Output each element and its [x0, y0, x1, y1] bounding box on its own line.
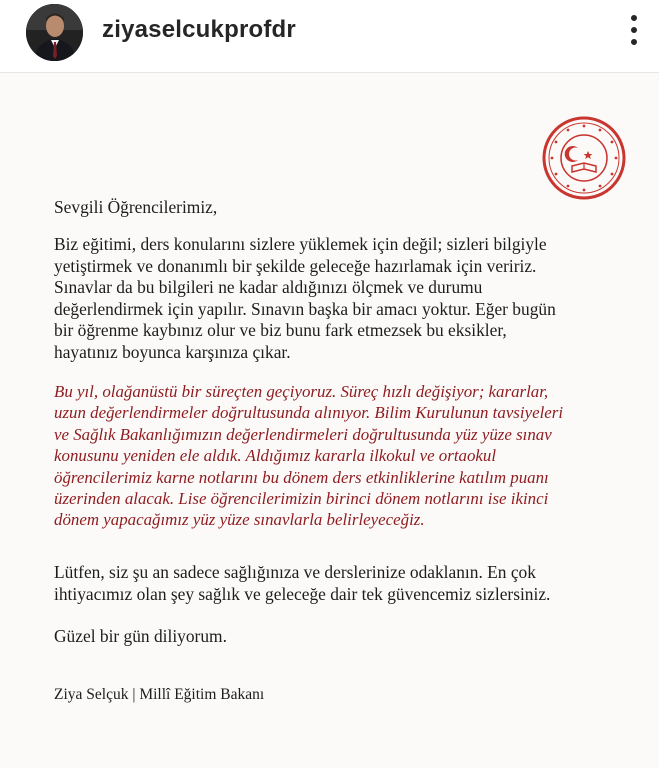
- paragraph-line: bir öğrenme kaybınız olur ve biz bunu fark etmezsek bu eksikler,: [54, 320, 507, 341]
- paragraph-line: Lütfen, siz şu an sadece sağlığınıza ve derslerinize odaklanın. En çok: [54, 562, 536, 582]
- avatar[interactable]: [26, 4, 83, 61]
- username[interactable]: ziyaselcukprofdr: [102, 16, 296, 43]
- letter-closing: Güzel bir gün diliyorum.: [54, 626, 227, 646]
- paragraph-line: konusunu yeniden ele aldık. Aldığımız kararla ilkokul ve ortaokul: [54, 446, 497, 466]
- letter-paragraph-2-emphasis: [54, 381, 563, 531]
- paragraph-line: ihtiyacımız olan şey sağlık ve geleceğe dair tek güvencemiz sizlersiniz.: [54, 583, 551, 604]
- letter-paragraph-1: [54, 234, 556, 364]
- ministry-seal-icon: [542, 116, 626, 200]
- paragraph-line: dönem yapacağımız yüz yüze sınavlarla belirleyeceğiz.: [54, 510, 425, 530]
- letter-signature: Ziya Selçuk | Millî Eğitim Bakanı: [54, 686, 265, 703]
- paragraph-line: hayatınız boyunca karşınıza çıkar.: [54, 341, 291, 362]
- more-options-button[interactable]: [622, 12, 646, 48]
- post-header: [0, 0, 659, 73]
- paragraph-line: yetiştirmek ve donanımlı bir şekilde geleceğe hazırlamak için veririz.: [54, 255, 537, 276]
- paragraph-line: öğrencilerimiz karne notlarını bu dönem ders etkinliklerine katılım puanı: [54, 467, 549, 487]
- paragraph-line: Sınavlar da bu bilgileri ne kadar aldığınızı ölçmek ve durumu: [54, 277, 483, 298]
- paragraph-line: üzerinden alacak. Lise öğrencilerimizin birinci dönem notlarını ise ikinci: [54, 489, 549, 509]
- letter-paragraph-3: [54, 562, 550, 605]
- avatar-photo: [26, 4, 83, 61]
- paragraph-line: Biz eğitimi, ders konularını sizlere yüklemek için değil; sizleri bilgiyle: [54, 234, 547, 254]
- paragraph-line: ve Sağlık Bakanlığımızın değerlendirmeleri doğrultusunda yüz yüze sınav: [54, 424, 552, 444]
- paragraph-line: Bu yıl, olağanüstü bir süreçten geçiyoruz. Süreç hızlı değişiyor; kararlar,: [54, 382, 549, 401]
- more-vertical-icon: [631, 15, 637, 21]
- paragraph-line: uzun değerlendirmeler doğrultusunda alınıyor. Bilim Kurulunun tavsiyeleri: [54, 403, 564, 423]
- letter-salutation: Sevgili Öğrencilerimiz,: [54, 197, 218, 217]
- paragraph-line: değerlendirmek için yapılır. Sınavın başka bir amacı yoktur. Eğer bugün: [54, 298, 556, 319]
